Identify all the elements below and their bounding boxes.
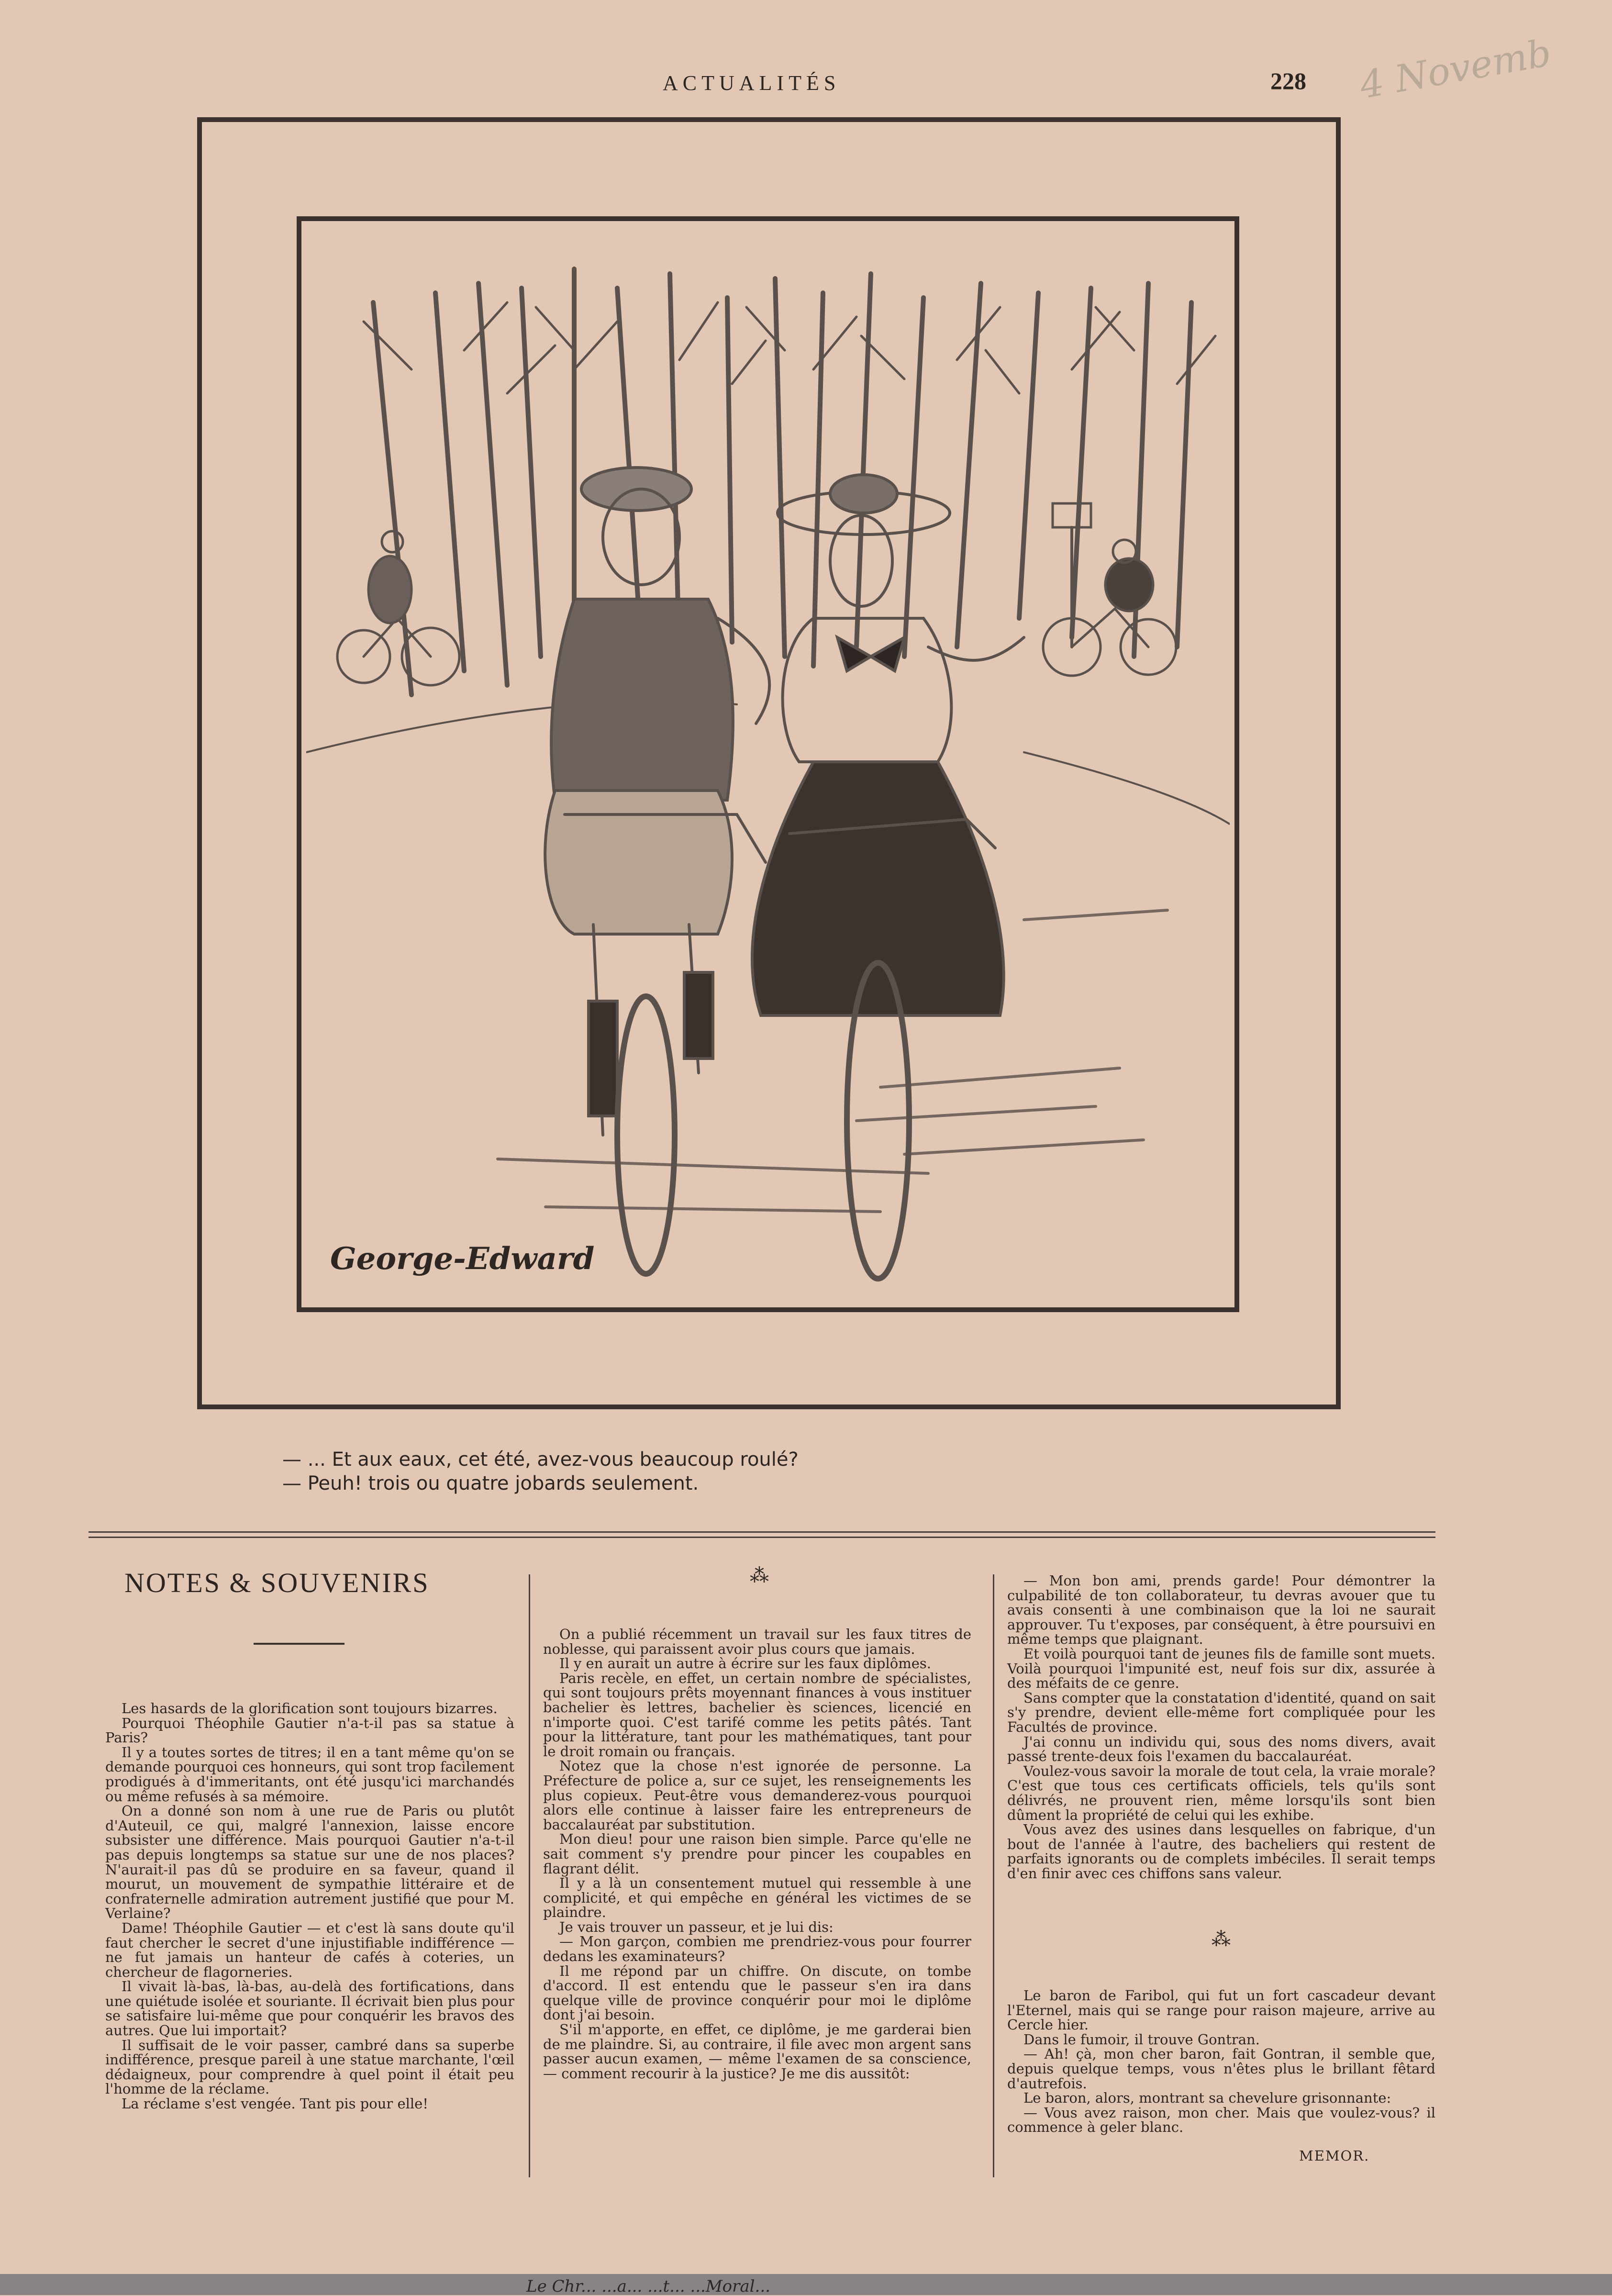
caption-line-2: — Peuh! trois ou quatre jobards seulement.	[282, 1472, 699, 1494]
paragraph: Il y a là un consentement mutuel qui ressemble à une complicité, et qui empêche en général les victimes de se plaindre.	[543, 1875, 971, 1921]
author-signature: MEMOR.	[1299, 2148, 1370, 2164]
paragraph: Mon dieu! pour une raison bien simple. Parce qu'elle ne sait comment s'y prendre pour pincer les coupables en flagrant délit.	[543, 1831, 971, 1877]
paragraph: Il vivait là-bas, là-bas, au-delà des fortifications, dans une quiétude isolée et souriante. Il écrivait bien plus pour se satisfaire lui-même que pour conquérir les bravos des autres. Que lui importait?	[105, 1978, 514, 2039]
paragraph: Les hasards de la glorification sont toujours bizarres.	[122, 1700, 498, 1716]
paragraph: Voulez-vous savoir la morale de tout cela, la vraie morale? C'est que tous ces certificats officiels, tels qu'ils sont délivrés, ne prouvent rien, même lorsqu'ils sont bien dûment la propriété de celui qui les exhibe.	[1007, 1762, 1435, 1823]
section-title-underline	[254, 1643, 345, 1645]
paragraph: Je vais trouver un passeur, et je lui dis:	[559, 1918, 834, 1935]
header-title: ACTUALITÉS	[663, 71, 841, 95]
bottom-strip-text: Le Chr... ...a... ...t... ...Moral...	[526, 2277, 770, 2296]
paragraph: Vous avez des usines dans lesquelles on fabrique, d'un bout de l'année à l'autre, des bacheliers qui restent de parfaits ignorants ou de complets imbéciles. Il serait temps d'en finir avec ces chiffons sans valeur.	[1007, 1821, 1435, 1882]
paragraph: On a donné son nom à une rue de Paris ou plutôt d'Auteuil, ce qui, malgré l'annexion, laisse encore subsister une différence. Mais pourquoi Gautier n'a-t-il pas depuis longtemps sa statue sur une de nos places? N'aurait-il pas dû se produire en sa faveur, quand il mourut, un mouvement de sympathie littéraire et de confraternelle admiration autrement justifié que pour M. Verlaine?	[105, 1803, 514, 1922]
background-cyclist-right	[1043, 540, 1176, 676]
section-title: NOTES & SOUVENIRS	[124, 1567, 430, 1598]
column-3-top	[1007, 1573, 1435, 1881]
caption-line-1: — ... Et aux eaux, cet été, avez-vous beaucoup roulé?	[282, 1449, 799, 1471]
paragraph: Il suffisait de le voir passer, cambré dans sa superbe indifférence, presque pareil à une statue marchante, l'œil dédaigneux, pour comprendre à quel point il était peu l'homme de la réclame.	[105, 2037, 514, 2097]
paragraph: Dans le fumoir, il trouve Gontran.	[1023, 2031, 1260, 2048]
paragraph: Le baron, alors, montrant sa chevelure grisonnante:	[1023, 2090, 1391, 2107]
section-rule-top	[89, 1531, 1435, 1533]
paragraph: — Vous avez raison, mon cher. Mais que voulez-vous? il commence à geler blanc.	[1007, 2104, 1435, 2136]
paragraph: Notez que la chose n'est ignorée de personne. La Préfecture de police a, sur ce sujet, les renseignements les plus copieux. Peut-être vous demanderez-vous pourquoi alors elle continue à laisser faire les entrepreneurs de baccalauréat par substitution.	[543, 1758, 971, 1833]
column-2	[543, 1627, 971, 2081]
paragraph: Pourquoi Théophile Gautier n'a-t-il pas sa statue à Paris?	[105, 1715, 514, 1746]
handwritten-note: 4 Novemb	[1356, 31, 1555, 108]
asterism-ornament: ⁂	[750, 1565, 767, 1587]
paragraph: Et voilà pourquoi tant de jeunes fils de famille sont muets. Voilà pourquoi l'impunité est, neuf fois sur dix, assurée à des méfaits de ce genre.	[1007, 1645, 1435, 1692]
paragraph: S'il m'apporte, en effet, ce diplôme, je me garderai bien de me plaindre. Si, au contraire, il file avec mon argent sans passer aucun examen, — même l'examen de sa conscience, — comment recourir à la justice? Je me dis aussitôt:	[543, 2021, 971, 2082]
paragraph: — Ah! çà, mon cher baron, fait Gontran, il semble que, depuis quelque temps, vous n'êtes plus le brillant fêtard d'autrefois.	[1007, 2046, 1435, 2092]
tree-trunks	[373, 269, 1191, 695]
paragraph: — Mon bon ami, prends garde! Pour démontrer la culpabilité de ton collaborateur, tu devras avouer que tu avais consenti à une combinaison que la loi ne saurait approuver. Tu t'exposes, par conséquent, à être poursuivi en même temps que plaignant.	[1007, 1572, 1435, 1648]
artist-signature: George-Edward	[330, 1241, 595, 1277]
paragraph: Paris recèle, en effet, un certain nombre de spécialistes, qui sont toujours prêts moyennant finances à vous instituer bachelier ès lettres, bachelier ès sciences, licencié en n'importe quoi. C'est tarifé comme les petits pâtés. Tant pour la littérature, tant pour les mathématiques, tant pour le droit romain ou français.	[543, 1670, 971, 1760]
paragraph: Il y a toutes sortes de titres; il en a tant même qu'on se demande pourquoi ces honneurs, qui sont trop facilement prodigués à d'immeritants, ont été jusqu'ici marchandés ou même refusés à sa mémoire.	[105, 1744, 514, 1805]
paragraph: On a publié récemment un travail sur les faux titres de noblesse, qui paraissent avoir plus cours que jamais.	[543, 1626, 971, 1657]
paragraph: Il me répond par un chiffre. On discute, on tombe d'accord. Il est entendu que le passeur s'en ira dans quelque ville de province conquérir pour moi le diplôme dont j'ai besoin.	[543, 1962, 971, 2023]
paragraph: La réclame s'est vengée. Tant pis pour elle!	[122, 2095, 428, 2112]
section-rule-bottom	[89, 1537, 1435, 1538]
paragraph: Dame! Théophile Gautier — et c'est là sans doute qu'il faut chercher le secret d'une injustifiable indifférence — ne fut jamais un hanteur de cafés à coteries, un chercheur de flagorneries.	[105, 1919, 514, 1980]
bottom-page-strip	[0, 2274, 1612, 2295]
lady-cyclist	[752, 475, 1024, 1279]
paragraph: Le baron de Faribol, qui fut un fort cascadeur devant l'Eternel, mais qui se range pour raison majeure, arrive au Cercle hier.	[1007, 1987, 1435, 2033]
cyclists-illustration	[306, 226, 1230, 1303]
column-divider-2	[993, 1574, 994, 2177]
paragraph: — Mon garçon, combien me prendriez-vous pour fourrer dedans les examinateurs?	[543, 1933, 971, 1965]
paragraph: Sans compter que la constatation d'identité, quand on sait s'y prendre, devient elle-même fort compliquée pour les Facultés de province.	[1007, 1689, 1435, 1735]
column-divider-1	[529, 1574, 530, 2177]
gentleman-cyclist	[545, 468, 769, 1274]
column-3-bottom	[1007, 1988, 1435, 2135]
paragraph: J'ai connu un individu qui, sous des noms divers, avait passé trente-deux fois l'examen du baccalauréat.	[1007, 1733, 1435, 1765]
asterism-ornament-2: ⁂	[1212, 1928, 1229, 1950]
paragraph: Il y en aurait un autre à écrire sur les faux diplômes.	[559, 1655, 931, 1672]
column-1	[105, 1701, 514, 2111]
page-number: 228	[1270, 67, 1306, 94]
